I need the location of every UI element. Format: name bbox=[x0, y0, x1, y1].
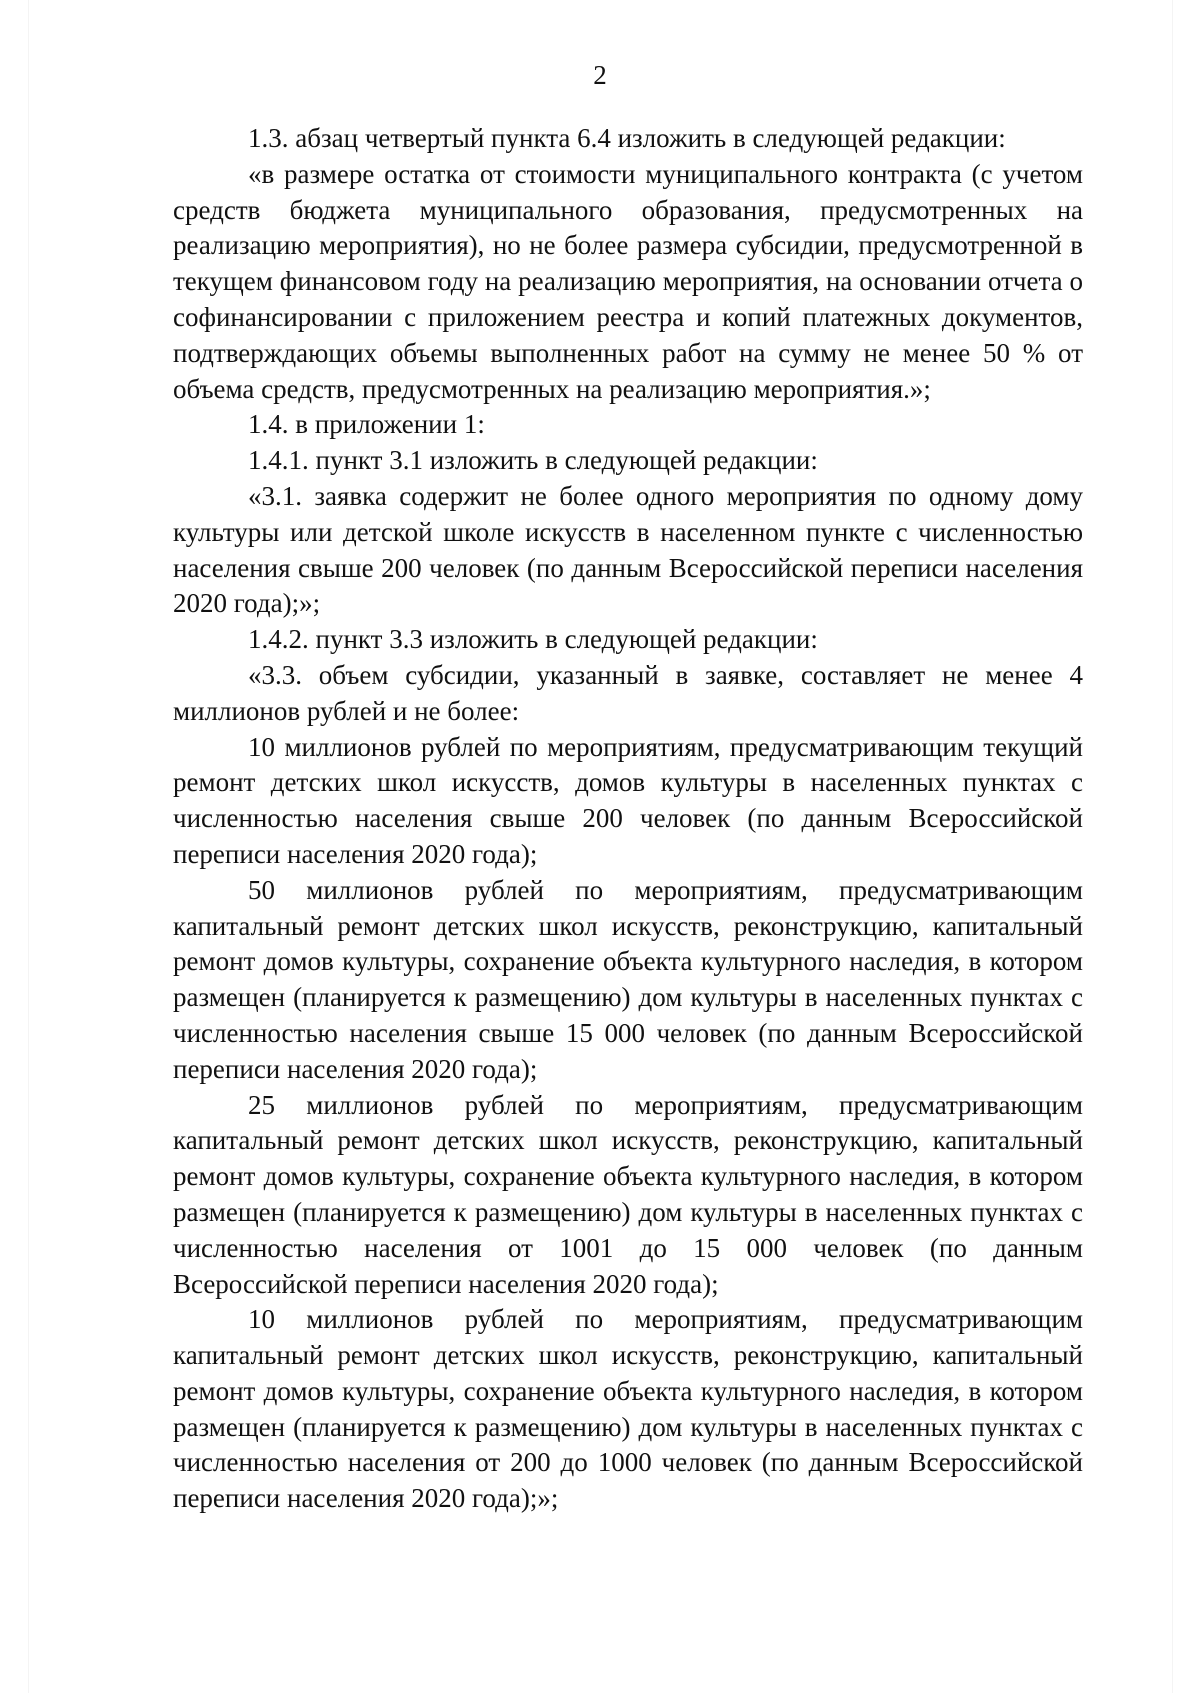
page-number: 2 bbox=[593, 60, 607, 90]
paragraph-10-million-capital-repair: 10 миллионов рублей по мероприятиям, предусматривающим капитальный ремонт детских школ искусств, реконструкцию, капитальный ремонт домов культуры, сохранение объекта культурного наследия, в котором размещен (планируется к размещению) дом культуры в населенных пунктах с численностью населения от 200 до 1000 человек (по данным Всероссийской переписи населения 2020 года);»; bbox=[173, 1304, 1083, 1514]
paragraph-10-million-current-repair: 10 миллионов рублей по мероприятиям, предусматривающим текущий ремонт детских школ искусств, домов культуры в населенных пунктах с численностью населения свыше 200 человек (по данным Всероссийской переписи населения 2020 года); bbox=[173, 731, 1083, 869]
paragraph-quote-6-4: «в размере остатка от стоимости муниципального контракта (с учетом средств бюджета муниципального образования, предусмотренных на реализацию мероприятия), но не более размера субсидии, предусмотренной в текущем финансовом году на реализацию мероприятия, на основании отчета о софинансировании с приложением реестра и копий платежных документов, подтверждающих объемы выполненных работ на сумму не менее 50 % от объема средств, предусмотренных на реализацию мероприятия.»; bbox=[173, 158, 1083, 404]
paragraph-quote-3-1: «3.1. заявка содержит не более одного мероприятия по одному дому культуры или детской школе искусств в населенном пункте с численностью населения свыше 200 человек (по данным Всероссийской переписи населения 2020 года);»; bbox=[173, 480, 1083, 619]
paragraph-1-4-2: 1.4.2. пункт 3.3 изложить в следующей редакции: bbox=[248, 624, 818, 655]
scan-edge-left bbox=[28, 0, 29, 1693]
paragraph-50-million: 50 миллионов рублей по мероприятиям, предусматривающим капитальный ремонт детских школ искусств, реконструкцию, капитальный ремонт домов культуры, сохранение объекта культурного наследия, в котором размещен (планируется к размещению) дом культуры в населенных пунктах с численностью населения свыше 15 000 человек (по данным Всероссийской переписи населения 2020 года); bbox=[173, 874, 1083, 1084]
paragraph-25-million: 25 миллионов рублей по мероприятиям, предусматривающим капитальный ремонт детских школ искусств, реконструкцию, капитальный ремонт домов культуры, сохранение объекта культурного наследия, в котором размещен (планируется к размещению) дом культуры в населенных пунктах с численностью населения от 1001 до 15 000 человек (по данным Всероссийской переписи населения 2020 года); bbox=[173, 1089, 1083, 1299]
paragraph-1-4: 1.4. в приложении 1: bbox=[248, 409, 485, 440]
scan-edge-right bbox=[1172, 0, 1173, 1693]
paragraph-1-4-1: 1.4.1. пункт 3.1 изложить в следующей редакции: bbox=[248, 445, 818, 476]
paragraph-quote-3-3: «3.3. объем субсидии, указанный в заявке, составляет не менее 4 миллионов рублей и не более: bbox=[173, 659, 1083, 726]
paragraph-1-3: 1.3. абзац четвертый пункта 6.4 изложить в следующей редакции: bbox=[248, 123, 1006, 153]
document-body bbox=[173, 121, 1083, 1517]
